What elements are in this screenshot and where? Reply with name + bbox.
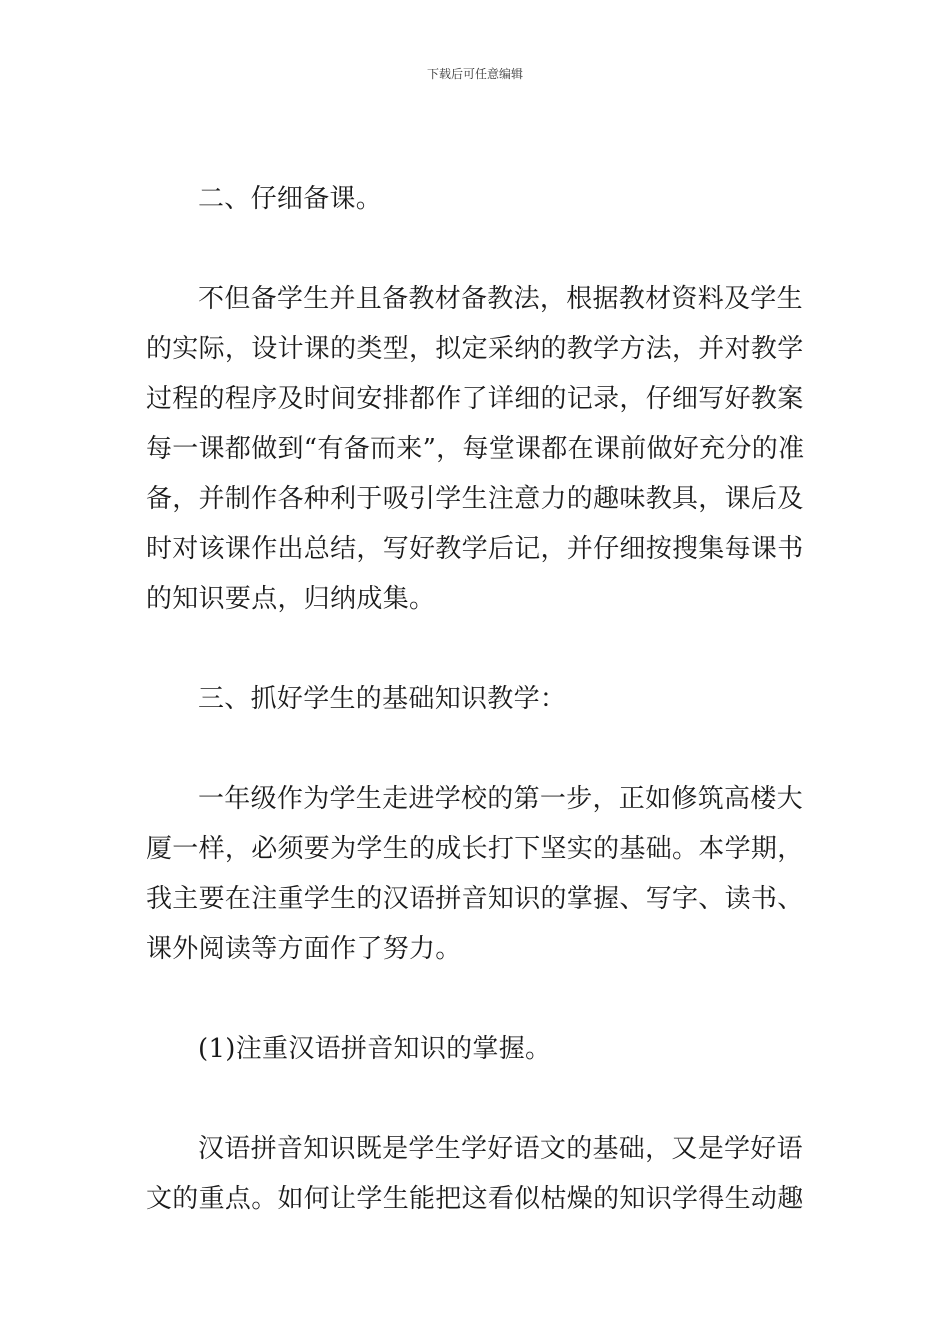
section-heading-3: 三、抓好学生的基础知识教学： bbox=[198, 684, 567, 714]
paragraph-lesson-prep: 不但备学生并且备教材备教法，根据教材资料及学生的实际，设计课的类型，拟定采纳的教学方法，并对教学过程的程序及时间安排都作了详细的记录，仔细写好教案每一课都做到“有备而来”，每堂课都在课前做好充分的准备，并制作各种利于吸引学生注意力的趣味教具，课后及时对该课作出总结，写好教学后记，并仔细按搜集每课书的知识要点，归纳成集。 bbox=[146, 284, 805, 614]
paragraph-gap bbox=[146, 974, 810, 1024]
paragraph-gap bbox=[146, 624, 810, 674]
paragraph-foundation: 一年级作为学生走进学校的第一步，正如修筑高楼大厦一样，必须要为学生的成长打下坚实的基础。本学期，我主要在注重学生的汉语拼音知识的掌握、写字、读书、课外阅读等方面作了努力。 bbox=[146, 784, 804, 964]
paragraph-gap bbox=[146, 724, 810, 774]
paragraph-gap bbox=[146, 224, 810, 274]
section-heading-2: 二、仔细备课。 bbox=[198, 184, 383, 214]
page-header: 下载后可任意编辑 bbox=[426, 67, 523, 81]
subsection-heading-1: (1)注重汉语拼音知识的掌握。 bbox=[198, 1034, 552, 1064]
paragraph-pinyin: 汉语拼音知识既是学生学好语文的基础，又是学好语文的重点。如何让学生能把这看似枯燥的知识学得生动趣 bbox=[146, 1134, 804, 1214]
document-body bbox=[146, 174, 810, 1224]
paragraph-gap bbox=[146, 1074, 810, 1124]
